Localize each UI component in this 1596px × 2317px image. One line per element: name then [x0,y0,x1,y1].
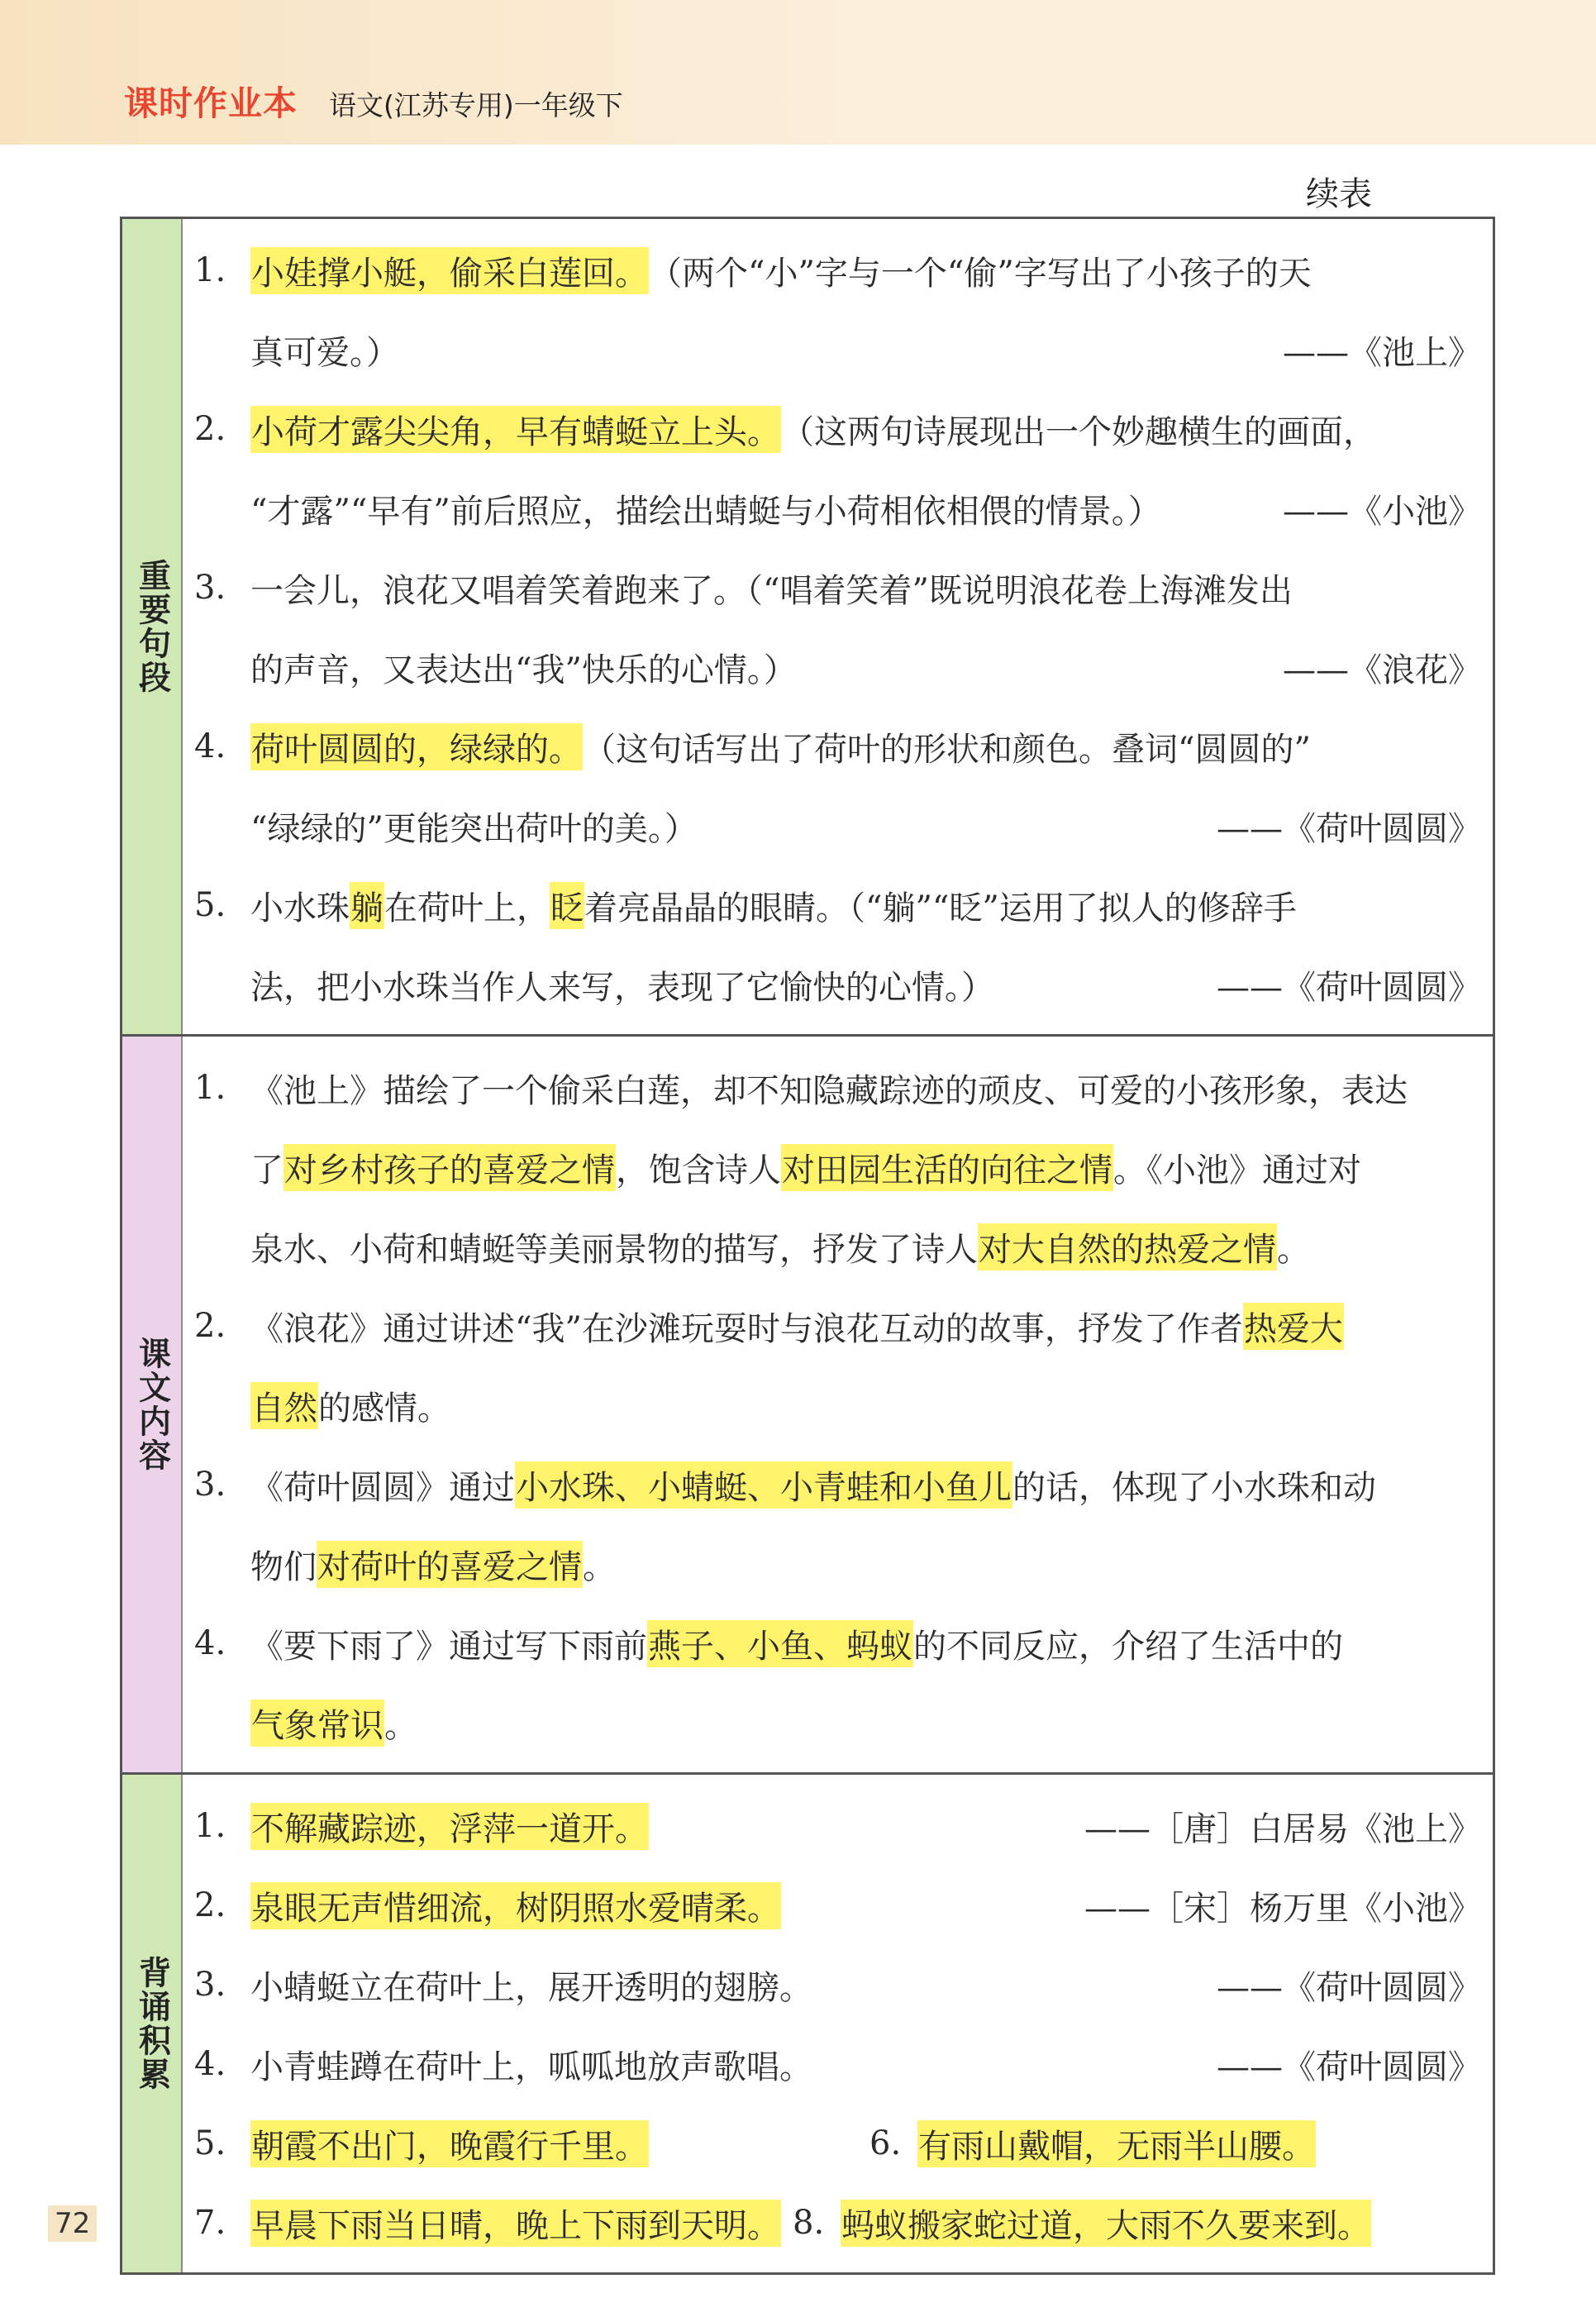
section-label: 重要句段 [133,559,171,694]
proverb-pair [194,2183,1481,2262]
highlighted-text: 荷叶圆圆的，绿绿的。 [250,723,583,770]
item-text: 《荷叶圆圆》通过 [250,1468,515,1507]
source-citation: ——《浪花》 [1283,651,1481,689]
highlighted-text: 燕子、小鱼、蚂蚁 [647,1620,913,1667]
source-citation: ——《池上》 [1283,333,1481,372]
list-item-continuation [194,1128,1481,1207]
list-item [194,1866,1481,1945]
list-item-continuation [194,945,1481,1024]
source-citation: ——［宋］杨万里《小池》 [1084,1889,1481,1928]
item-text: 真可爱。） [250,333,399,372]
highlighted-word: 躺 [350,882,384,929]
highlighted-text: 小荷才露尖尖角，早有蜻蜓立上头。 [250,406,781,453]
item-text: 在荷叶上， [384,889,550,927]
item-number: 3. [194,569,226,607]
item-text: 小水珠 [250,889,350,927]
highlighted-text: 自然 [250,1382,318,1429]
highlighted-text: 对乡村孩子的喜爱之情 [283,1144,616,1191]
item-number: 1. [194,1807,226,1845]
section-text-content [122,1037,1493,1775]
item-number: 2. [194,410,226,448]
item-number: 5. [194,886,226,924]
list-item [194,1604,1481,1683]
list-item [194,231,1481,310]
highlighted-text: 小娃撑小艇，偷采白莲回。 [250,247,649,294]
section-label-cell [122,1775,183,2272]
source-citation: ——《荷叶圆圆》 [1217,1968,1481,2007]
list-item-continuation [194,627,1481,707]
source-citation: ——《荷叶圆圆》 [1217,2048,1481,2086]
highlighted-word: 眨 [550,882,584,929]
list-item-continuation [194,1524,1481,1604]
item-text: 小青蛙蹲在荷叶上，呱呱地放声歌唱。 [250,2048,812,2086]
list-item-continuation [194,786,1481,865]
item-number: 1. [194,1069,226,1107]
list-item-continuation [194,1366,1481,1445]
item-text: 法，把小水珠当作人来写，表现了它愉快的心情。） [250,968,994,1007]
list-item [194,1945,1481,2024]
highlighted-text: 对荷叶的喜爱之情 [317,1541,583,1588]
item-number: 2. [194,1307,226,1345]
list-item-continuation [194,469,1481,548]
list-item-continuation [194,1683,1481,1762]
item-text: 物们 [250,1547,317,1586]
section-label: 背诵积累 [133,1956,171,2091]
source-citation: ——《荷叶圆圆》 [1217,968,1481,1007]
list-item [194,707,1481,786]
item-text: ，饱含诗人 [616,1151,781,1189]
section-label: 课文内容 [133,1337,171,1472]
page-header [124,76,623,126]
list-item [194,865,1481,945]
highlighted-text: 蚂蚁搬家蛇过道，大雨不久要来到。 [841,2200,1371,2247]
item-number: 4. [194,727,226,765]
item-number: 6. [869,2124,902,2162]
item-text: 《浪花》通过讲述“我”在沙滩玩耍时与浪花互动的故事，抒发了作者 [250,1309,1243,1348]
page-number: 72 [48,2205,97,2242]
item-number: 8. [793,2204,825,2242]
highlighted-text: 对田园生活的向往之情 [781,1144,1113,1191]
item-text: 的感情。 [318,1389,450,1428]
list-item-continuation [194,1207,1481,1286]
item-text: 。 [384,1706,417,1745]
item-text: 。 [1277,1230,1310,1269]
item-number: 2. [194,1886,226,1924]
item-text: 的话，体现了小水珠和动 [1012,1468,1376,1507]
section-content [183,1037,1493,1772]
highlighted-text: 有雨山戴帽，无雨半山腰。 [917,2120,1316,2167]
section-content [183,1775,1493,2272]
item-text: 《池上》描绘了一个偷采白莲，却不知隐藏踪迹的顽皮、可爱的小孩形象，表达 [250,1071,1408,1110]
item-number: 4. [194,1624,226,1662]
source-citation: ——［唐］白居易《池上》 [1084,1809,1481,1848]
item-number: 1. [194,251,226,289]
highlighted-text: 小水珠、小蜻蜓、小青蛙和小鱼儿 [515,1461,1012,1509]
item-text: 了 [250,1151,283,1189]
item-text: “绿绿的”更能突出荷叶的美。） [250,809,698,848]
list-item [194,1048,1481,1128]
book-subtitle: 语文(江苏专用)一年级下 [329,89,623,122]
highlighted-text: 早晨下雨当日晴，晚上下雨到天明。 [250,2200,781,2247]
highlighted-text: 热爱大 [1243,1303,1344,1350]
item-text: 一会儿，浪花又唱着笑着跑来了。（“唱着笑着”既说明浪花卷上海滩发出 [250,571,1293,610]
section-key-sentences [122,219,1493,1037]
highlighted-text: 泉眼无声惜细流，树阴照水爱晴柔。 [250,1882,781,1929]
list-item [194,1445,1481,1524]
item-text: （两个“小”字与一个“偷”字写出了小孩子的天 [649,254,1312,293]
list-item-continuation [194,310,1481,389]
item-text: （这句话写出了荷叶的形状和颜色。叠词“圆圆的” [583,730,1311,769]
section-content [183,219,1493,1034]
list-item [194,1786,1481,1866]
section-label-cell [122,219,183,1034]
item-text: 着亮晶晶的眼睛。（“躺”“眨”运用了拟人的修辞手 [584,889,1297,927]
item-number: 7. [194,2204,226,2242]
continued-label: 续表 [1306,175,1372,213]
list-item [194,389,1481,469]
item-text: 。《小池》通过对 [1113,1151,1361,1189]
proverb-pair [194,2104,1481,2183]
item-number: 5. [194,2124,226,2162]
item-text: 的不同反应，介绍了生活中的 [913,1627,1343,1666]
item-text: （这两句诗展现出一个妙趣横生的画面， [781,412,1376,451]
item-text: 泉水、小荷和蜻蜓等美丽景物的描写，抒发了诗人 [250,1230,978,1269]
item-text: 的声音，又表达出“我”快乐的心情。） [250,651,797,689]
item-text: “才露”“早有”前后照应，描绘出蜻蜓与小荷相依相偎的情景。） [250,492,1161,531]
section-recitation [122,1775,1493,2272]
item-number: 4. [194,2045,226,2083]
source-citation: ——《荷叶圆圆》 [1217,809,1481,848]
item-number: 3. [194,1966,226,2004]
highlighted-text: 气象常识 [250,1700,384,1747]
item-text: 。 [583,1547,616,1586]
summary-table [120,217,1495,2275]
list-item [194,1286,1481,1366]
list-item [194,2024,1481,2104]
source-citation: ——《小池》 [1283,492,1481,531]
highlighted-text: 不解藏踪迹，浮萍一道开。 [250,1803,649,1850]
highlighted-text: 朝霞不出门，晚霞行千里。 [250,2120,649,2167]
brand-title: 课时作业本 [124,83,298,123]
item-text: 《要下雨了》通过写下雨前 [250,1627,647,1666]
highlighted-text: 对大自然的热爱之情 [978,1223,1277,1271]
section-label-cell [122,1037,183,1772]
list-item [194,548,1481,627]
item-number: 3. [194,1466,226,1504]
item-text: 小蜻蜓立在荷叶上，展开透明的翅膀。 [250,1968,812,2007]
